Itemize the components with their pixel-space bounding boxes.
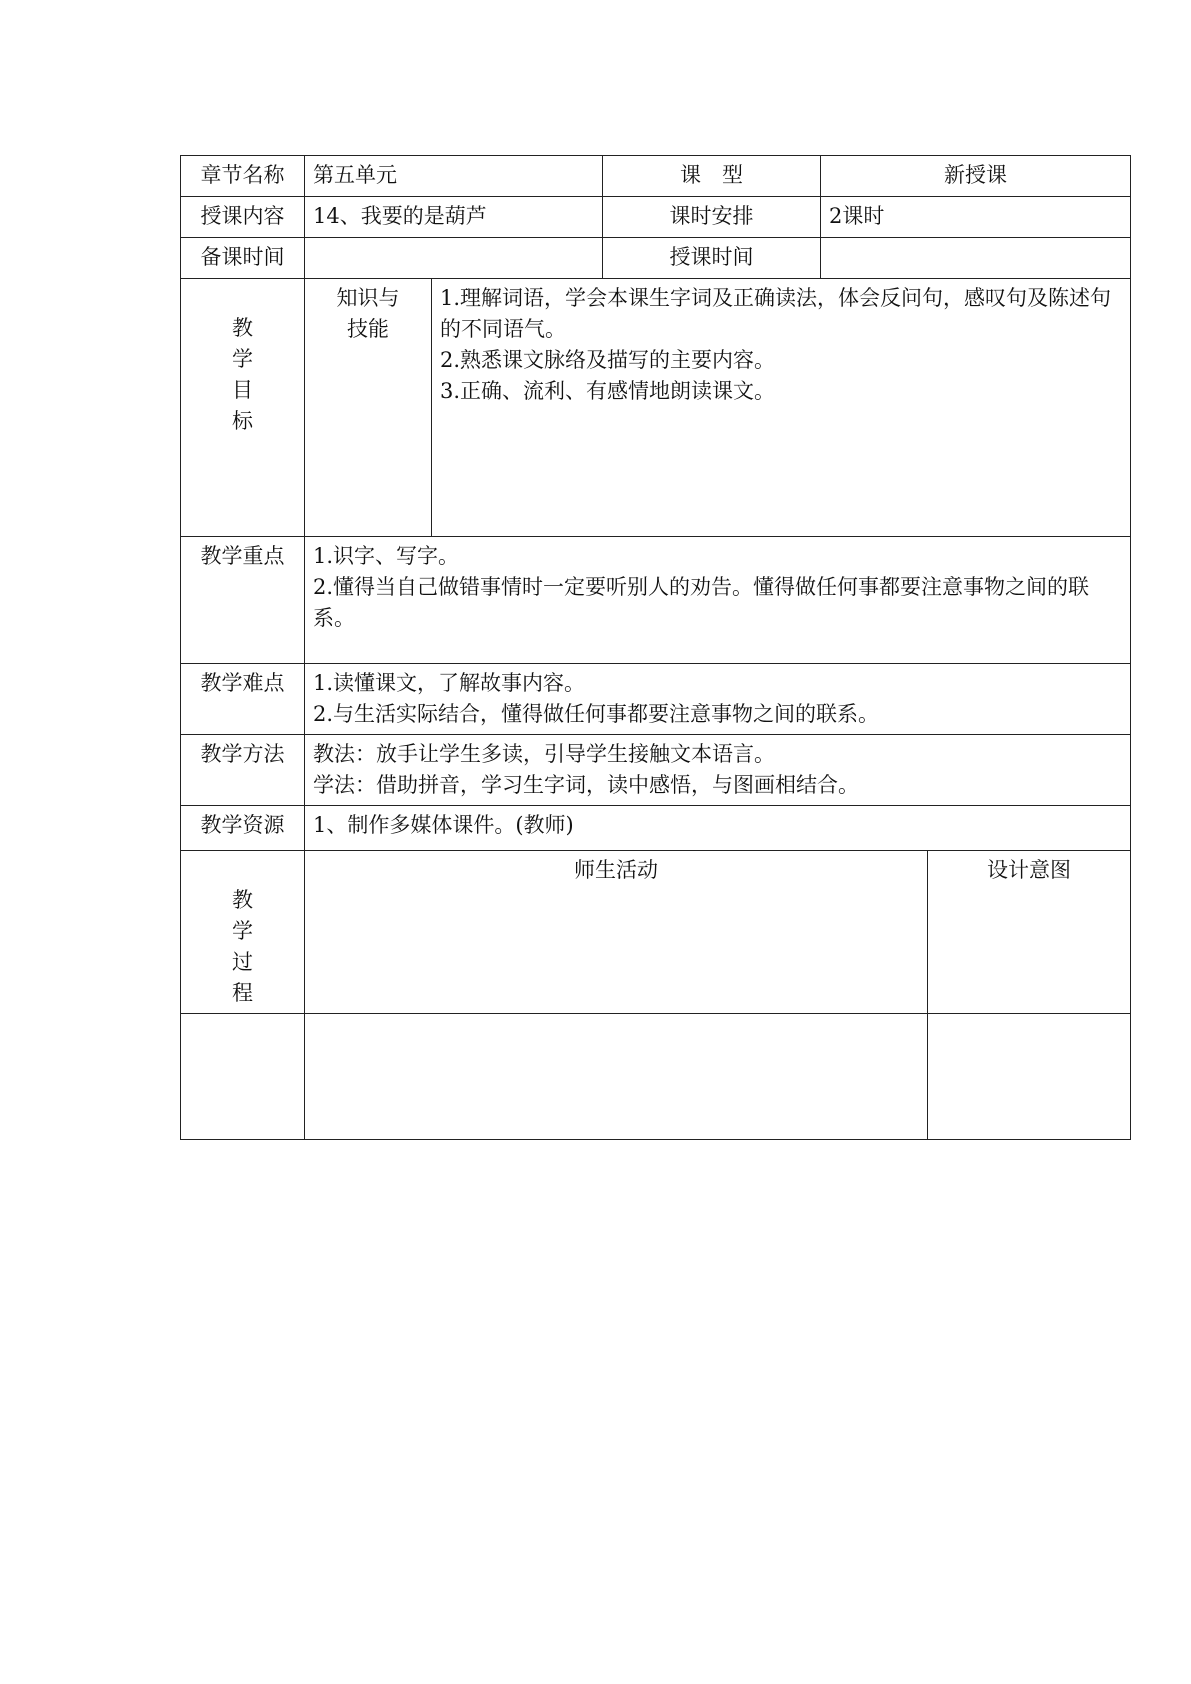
row-chapter [181, 156, 1131, 197]
activity-body [305, 1014, 928, 1140]
row-content [181, 197, 1131, 238]
difficulty-item: 1.读懂课文，了解故事内容。 [313, 671, 586, 695]
method-item: 教法：放手让学生多读，引导学生接触文本语言。 [313, 742, 775, 766]
intent-header: 设计意图 [928, 851, 1131, 1014]
difficulty-item: 2.与生活实际结合，懂得做任何事都要注意事物之间的联系。 [313, 702, 880, 726]
objectives-label: 教学目标 [232, 316, 253, 433]
row-resources [181, 806, 1131, 851]
intent-body [928, 1014, 1131, 1140]
objectives-label-cell [181, 279, 305, 537]
process-body-label [181, 1014, 305, 1140]
key-points-content [305, 537, 1131, 664]
teach-time-label: 授课时间 [603, 238, 821, 279]
objectives-content [432, 279, 1131, 537]
prep-time-value [305, 238, 603, 279]
resources-label: 教学资源 [181, 806, 305, 851]
objective-item: 1.理解词语，学会本课生字词及正确读法，体会反问句，感叹句及陈述句的不同语气。 [440, 286, 1112, 341]
row-time [181, 238, 1131, 279]
schedule-value: 2课时 [821, 197, 1131, 238]
row-key-points [181, 537, 1131, 664]
row-objectives [181, 279, 1131, 537]
objective-item: 3.正确、流利、有感情地朗读课文。 [440, 379, 776, 403]
row-difficulties [181, 664, 1131, 735]
objective-item: 2.熟悉课文脉络及描写的主要内容。 [440, 348, 776, 372]
type-value: 新授课 [821, 156, 1131, 197]
key-point-item: 1.识字、写字。 [313, 544, 460, 568]
chapter-value: 第五单元 [305, 156, 603, 197]
activity-header: 师生活动 [305, 851, 928, 1014]
prep-time-label: 备课时间 [181, 238, 305, 279]
key-point-item: 2.懂得当自己做错事情时一定要听别人的劝告。懂得做任何事都要注意事物之间的联系。 [313, 575, 1090, 630]
row-process [181, 851, 1131, 1014]
schedule-label: 课时安排 [603, 197, 821, 238]
lesson-plan-table [180, 155, 1131, 1140]
methods-label: 教学方法 [181, 735, 305, 806]
method-item: 学法：借助拼音，学习生字词，读中感悟，与图画相结合。 [313, 773, 859, 797]
objectives-sublabel: 知识与技能 [305, 279, 432, 537]
resources-value: 1、制作多媒体课件。(教师) [305, 806, 1131, 851]
row-methods [181, 735, 1131, 806]
type-label: 课 型 [603, 156, 821, 197]
key-points-label: 教学重点 [181, 537, 305, 664]
chapter-label: 章节名称 [181, 156, 305, 197]
process-label-cell [181, 851, 305, 1014]
teach-time-value [821, 238, 1131, 279]
difficulties-content [305, 664, 1131, 735]
content-label: 授课内容 [181, 197, 305, 238]
process-label: 教学过程 [232, 888, 253, 1005]
methods-content [305, 735, 1131, 806]
difficulties-label: 教学难点 [181, 664, 305, 735]
content-value: 14、我要的是葫芦 [305, 197, 603, 238]
row-process-body [181, 1014, 1131, 1140]
